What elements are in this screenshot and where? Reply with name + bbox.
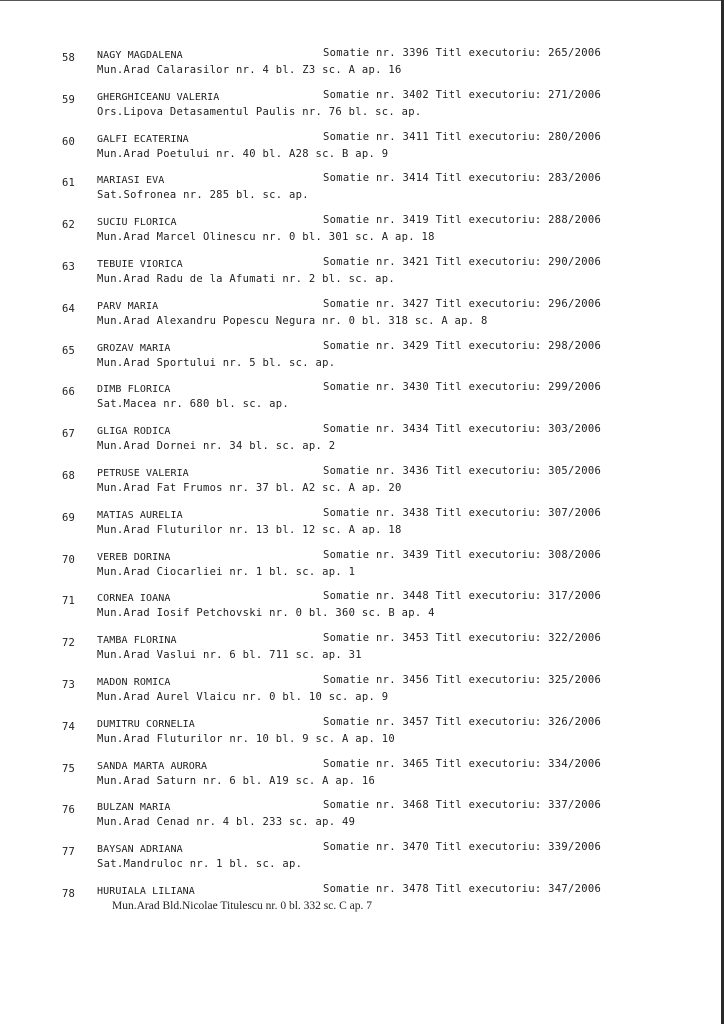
entry-address: Mun.Arad Fluturilor nr. 10 bl. 9 sc. A ap. 10 — [97, 732, 395, 745]
entry-address: Sat.Macea nr. 680 bl. sc. ap. — [97, 398, 290, 411]
entry-somatie: Somatie nr. 3453 Titl executoriu: 322/2006 — [323, 632, 602, 645]
entry-number: 67 — [62, 428, 76, 441]
list-item — [0, 548, 724, 590]
entry-number: 75 — [62, 762, 76, 775]
entry-name: MADON ROMICA — [97, 676, 171, 688]
entry-number: 60 — [62, 135, 76, 148]
entry-somatie: Somatie nr. 3465 Titl executoriu: 334/2006 — [323, 757, 602, 770]
entry-name: GLIGA RODICA — [97, 426, 171, 438]
entry-name: TAMBA FLORINA — [97, 635, 177, 647]
entry-name: VEREB DORINA — [97, 551, 171, 563]
entry-somatie: Somatie nr. 3419 Titl executoriu: 288/2006 — [323, 214, 602, 227]
entry-name: PETRUSE VALERIA — [97, 467, 189, 479]
entry-address: Mun.Arad Iosif Petchovski nr. 0 bl. 360 sc. B ap. 4 — [97, 607, 435, 620]
entry-address: Mun.Arad Dornei nr. 34 bl. sc. ap. 2 — [97, 440, 336, 453]
entry-name: NAGY MAGDALENA — [97, 50, 183, 61]
entry-number: 69 — [62, 511, 76, 524]
entry-number: 71 — [62, 595, 76, 608]
entry-name: BAYSAN ADRIANA — [97, 844, 183, 856]
entry-somatie: Somatie nr. 3427 Titl executoriu: 296/2006 — [323, 297, 602, 310]
entry-somatie: Somatie nr. 3434 Titl executoriu: 303/2006 — [323, 423, 602, 436]
entry-name: BULZAN MARIA — [97, 802, 171, 814]
list-item — [0, 339, 724, 381]
entry-number: 58 — [62, 52, 76, 64]
list-item — [0, 464, 724, 506]
entry-address: Mun.Arad Aurel Vlaicu nr. 0 bl. 10 sc. ap. 9 — [97, 690, 389, 703]
entry-address: Mun.Arad Radu de la Afumati nr. 2 bl. sc. ap. — [97, 272, 395, 285]
list-item — [0, 589, 724, 631]
entry-somatie: Somatie nr. 3436 Titl executoriu: 305/2006 — [323, 464, 602, 477]
entry-number: 70 — [62, 553, 76, 566]
entry-somatie: Somatie nr. 3430 Titl executoriu: 299/2006 — [323, 381, 602, 394]
list-item — [0, 171, 724, 213]
list-item — [0, 631, 724, 673]
list-item — [0, 798, 724, 840]
entry-somatie: Somatie nr. 3448 Titl executoriu: 317/2006 — [323, 590, 602, 603]
entry-name: GROZAV MARIA — [97, 342, 171, 354]
entry-name: GALFI ECATERINA — [97, 133, 189, 145]
list-item — [0, 882, 724, 924]
entry-name: CORNEA IOANA — [97, 593, 171, 605]
entry-address: Mun.Arad Fat Frumos nr. 37 bl. A2 sc. A ap. 20 — [97, 481, 402, 494]
entry-name: GHERGHICEANU VALERIA — [97, 91, 220, 103]
list-item — [0, 46, 724, 88]
list-item — [0, 757, 724, 799]
entry-somatie: Somatie nr. 3438 Titl executoriu: 307/2006 — [323, 506, 602, 519]
entry-number: 78 — [62, 887, 76, 900]
entry-address: Mun.Arad Alexandru Popescu Negura nr. 0 bl. 318 sc. A ap. 8 — [97, 314, 488, 327]
list-item — [0, 715, 724, 757]
entry-number: 73 — [62, 678, 76, 691]
entry-address: Sat.Mandruloc nr. 1 bl. sc. ap. — [97, 858, 303, 871]
entry-number: 62 — [62, 219, 76, 232]
entry-somatie: Somatie nr. 3468 Titl executoriu: 337/2006 — [323, 799, 602, 812]
entry-name: DIMB FLORICA — [97, 384, 171, 396]
entry-address: Mun.Arad Marcel Olinescu nr. 0 bl. 301 sc. A ap. 18 — [97, 231, 435, 244]
entry-number: 64 — [62, 302, 76, 315]
list-item — [0, 88, 724, 130]
entry-somatie: Somatie nr. 3402 Titl executoriu: 271/2006 — [323, 88, 602, 101]
entry-number: 76 — [62, 804, 76, 817]
entry-somatie: Somatie nr. 3456 Titl executoriu: 325/2006 — [323, 673, 602, 686]
entry-somatie: Somatie nr. 3470 Titl executoriu: 339/2006 — [323, 841, 602, 854]
entry-address: Sat.Sofronea nr. 285 bl. sc. ap. — [97, 189, 309, 202]
entry-number: 63 — [62, 260, 76, 273]
list-item — [0, 380, 724, 422]
entry-name: MATIAS AURELIA — [97, 509, 183, 521]
entry-number: 59 — [62, 93, 76, 106]
list-item — [0, 673, 724, 715]
list-item — [0, 213, 724, 255]
entry-number: 77 — [62, 846, 76, 859]
list-item — [0, 255, 724, 297]
entry-address: Ors.Lipova Detasamentul Paulis nr. 76 bl. sc. ap. — [97, 105, 422, 118]
entry-address: Mun.Arad Bld.Nicolae Titulescu nr. 0 bl. 332 sc. C ap. 7 — [112, 899, 373, 912]
entry-name: HURUIALA LILIANA — [97, 885, 195, 897]
entry-number: 72 — [62, 637, 76, 650]
entry-somatie: Somatie nr. 3478 Titl executoriu: 347/2006 — [323, 882, 602, 895]
list-item — [0, 840, 724, 882]
entry-somatie: Somatie nr. 3429 Titl executoriu: 298/2006 — [323, 339, 602, 352]
entry-somatie: Somatie nr. 3411 Titl executoriu: 280/2006 — [323, 130, 602, 143]
entry-somatie: Somatie nr. 3457 Titl executoriu: 326/2006 — [323, 715, 602, 728]
entry-address: Mun.Arad Sportului nr. 5 bl. sc. ap. — [97, 356, 336, 369]
entry-somatie: Somatie nr. 3421 Titl executoriu: 290/2006 — [323, 255, 602, 268]
entry-somatie: Somatie nr. 3439 Titl executoriu: 308/2006 — [323, 548, 602, 561]
list-item — [0, 506, 724, 548]
entry-name: TEBUIE VIORICA — [97, 258, 183, 270]
entry-list — [0, 46, 724, 924]
entry-number: 68 — [62, 469, 76, 482]
entry-number: 65 — [62, 344, 76, 357]
list-item — [0, 130, 724, 172]
entry-address: Mun.Arad Cenad nr. 4 bl. 233 sc. ap. 49 — [97, 816, 356, 829]
entry-somatie: Somatie nr. 3396 Titl executoriu: 265/2006 — [323, 47, 602, 59]
entry-name: PARV MARIA — [97, 300, 159, 312]
entry-number: 66 — [62, 386, 76, 399]
entry-address: Mun.Arad Vaslui nr. 6 bl. 711 sc. ap. 31 — [97, 649, 362, 662]
scan-edge-top — [0, 0, 724, 1]
entry-address: Mun.Arad Saturn nr. 6 bl. A19 sc. A ap. 16 — [97, 774, 376, 787]
entry-name: MARIASI EVA — [97, 175, 165, 187]
entry-number: 74 — [62, 720, 76, 733]
entry-address: Mun.Arad Fluturilor nr. 13 bl. 12 sc. A ap. 18 — [97, 523, 402, 536]
entry-address: Mun.Arad Poetului nr. 40 bl. A28 sc. B ap. 9 — [97, 147, 389, 160]
entry-name: SUCIU FLORICA — [97, 217, 177, 229]
entry-name: SANDA MARTA AURORA — [97, 760, 208, 772]
list-item — [0, 297, 724, 339]
list-item — [0, 422, 724, 464]
entry-name: DUMITRU CORNELIA — [97, 718, 195, 730]
entry-address: Mun.Arad Calarasilor nr. 4 bl. Z3 sc. A ap. 16 — [97, 64, 402, 76]
entry-number: 61 — [62, 177, 76, 190]
entry-address: Mun.Arad Ciocarliei nr. 1 bl. sc. ap. 1 — [97, 565, 356, 578]
entry-somatie: Somatie nr. 3414 Titl executoriu: 283/2006 — [323, 172, 602, 185]
